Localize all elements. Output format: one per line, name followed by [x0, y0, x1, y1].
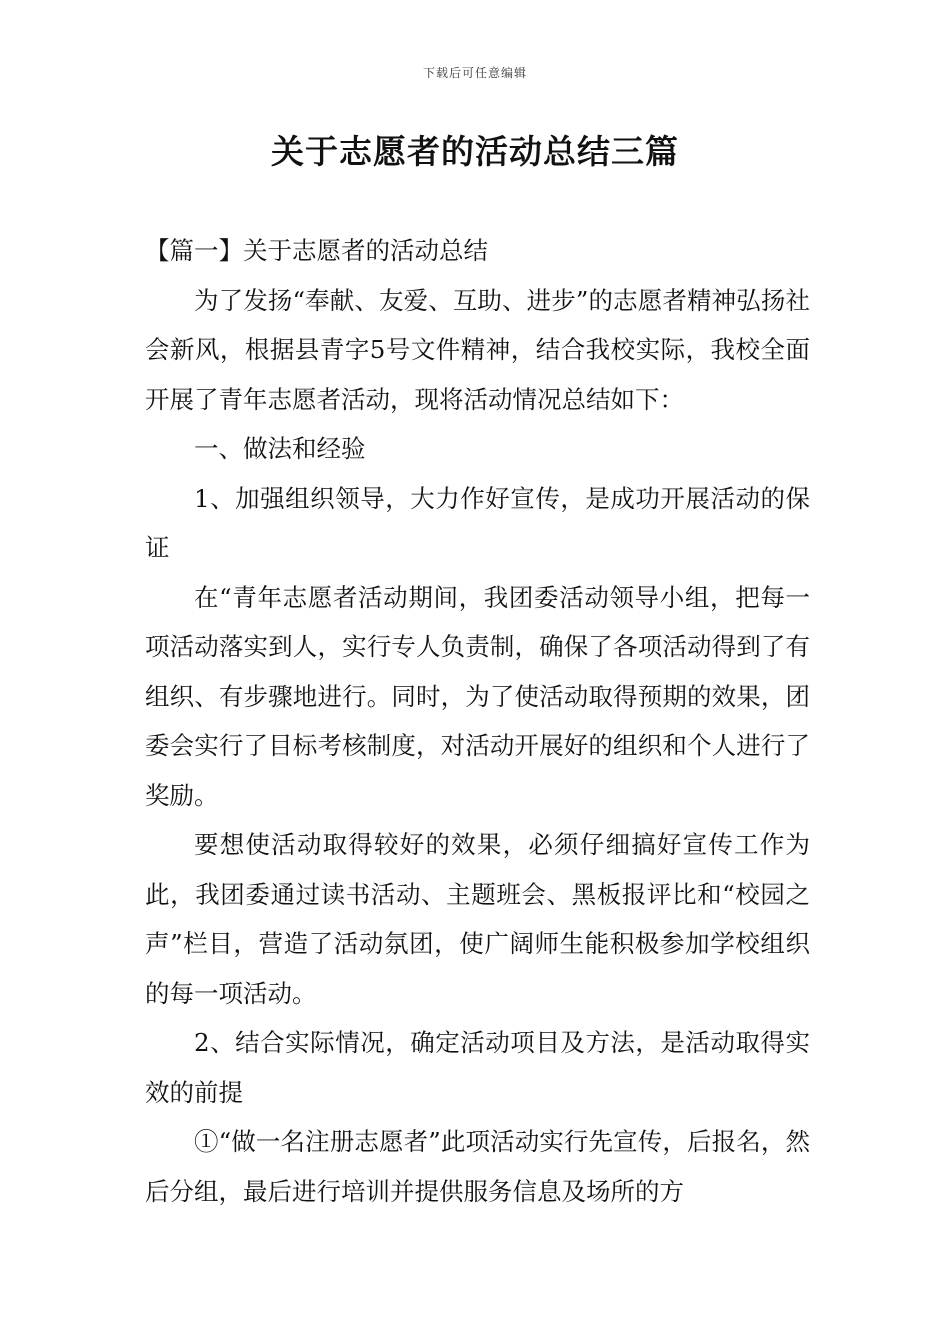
header-note: 下载后可任意编辑 — [422, 66, 527, 80]
paragraph-intro: 为了发扬“奉献、友爱、互助、进步”的志愿者精神弘扬社会新风，根据县青字5号文件精神，结合我校实际，我校全面开展了青年志愿者活动，现将活动情况总结如下： — [145, 285, 810, 414]
section-heading: 【篇一】关于志愿者的活动总结 — [145, 236, 488, 265]
paragraph-heading-practice: 一、做法和经验 — [194, 434, 366, 463]
paragraph-point-2: 2、结合实际情况，确定活动项目及方法，是活动取得实效的前提 — [145, 1028, 810, 1107]
paragraph-point-1: 1、加强组织领导，大力作好宣传，是成功开展活动的保证 — [145, 483, 810, 562]
paragraph-organization: 在“青年志愿者活动期间，我团委活动领导小组，把每一项活动落实到人，实行专人负责制，确保了各项活动得到了有组织、有步骤地进行。同时，为了使活动取得预期的效果，团委会实行了目标考核制度，对活动开展好的组织和个人进行了奖励。 — [145, 582, 810, 810]
paragraph-registered-volunteer: ①“做一名注册志愿者”此项活动实行先宣传，后报名，然后分组，最后进行培训并提供服务信息及场所的方 — [145, 1127, 810, 1206]
document-title: 关于志愿者的活动总结三篇 — [271, 132, 679, 171]
document-body — [145, 226, 810, 1216]
paragraph-publicity: 要想使活动取得较好的效果，必须仔细搞好宣传工作为此，我团委通过读书活动、主题班会、黑板报评比和“校园之声”栏目，营造了活动氛团，使广阔师生能积极参加学校组织的每一项活动。 — [145, 830, 810, 1008]
